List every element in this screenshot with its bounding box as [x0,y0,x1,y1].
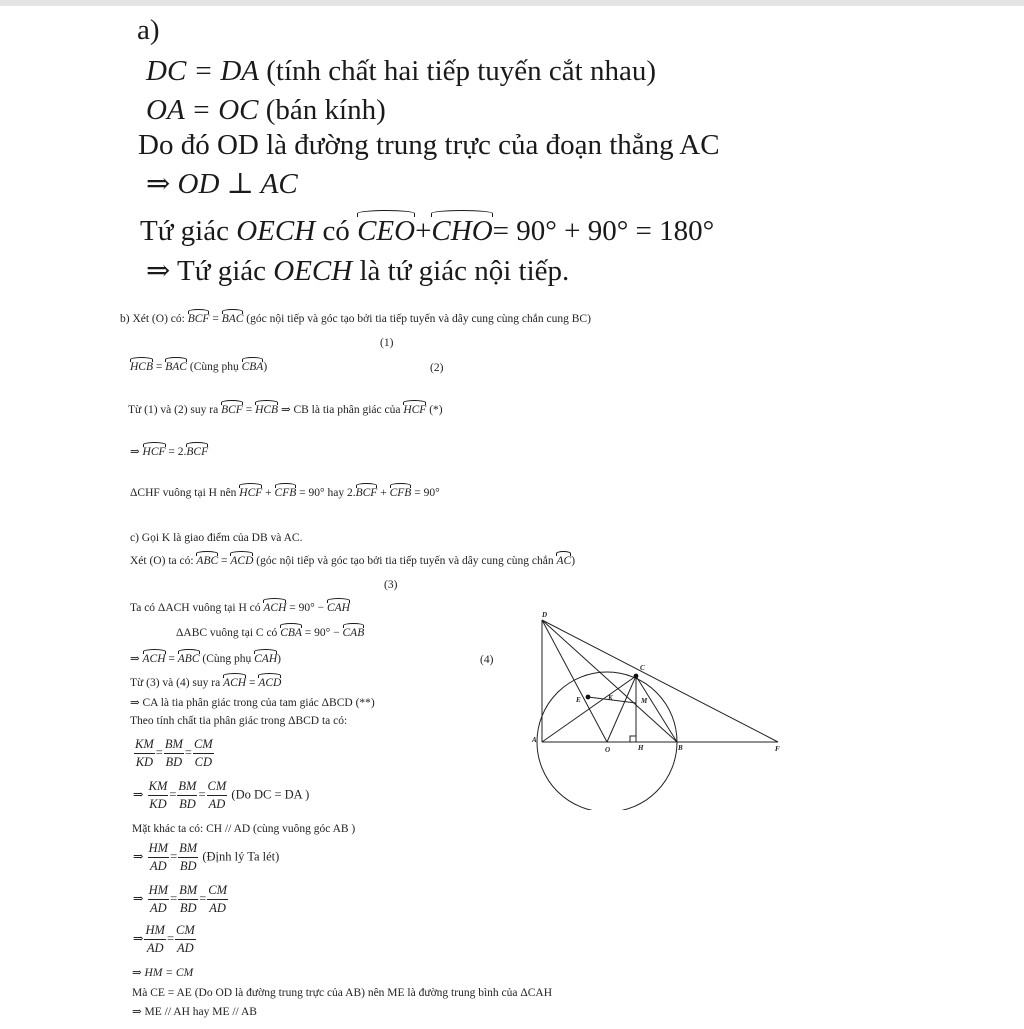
line-c4-mid: = 90° − [301,627,343,639]
line-a2 [146,96,386,125]
angle-cba: CBA [241,361,264,373]
line-c10: ⇒ HM = CM [132,967,194,979]
line-b2-eq: = [153,361,166,373]
angle-cho: CHO [431,215,493,247]
line-c6-eq: = [246,677,259,689]
line-cb [636,676,677,742]
line-c12: ⇒ ME // AH hay ME // AB [132,1006,257,1018]
line-b3-pre: Từ (1) và (2) suy ra [128,404,222,416]
e2-den-3: AD [208,796,226,811]
line-a1 [146,57,656,86]
line-b3 [128,405,443,417]
angle-acd-2: ACD [258,677,282,689]
line-c4 [176,628,364,640]
e2-den-1: KD [149,796,167,811]
line-c2-post: ) [571,555,576,567]
e4-num-1: HM [148,882,169,900]
label-c: C [640,664,645,672]
line-b5-post: = 90° [411,487,440,499]
line-c2-mid: (góc nội tiếp và góc tạo bởi tia tiếp tuyến và dây cung cùng chắn [253,555,557,567]
e3-num-1: HM [148,840,169,858]
line-a5-quad: OECH [236,215,316,247]
e2-post: (Do DC = DA ) [228,787,310,802]
angle-cah: CAH [326,602,350,614]
line-c5 [130,654,281,666]
line-a5-rest: = 90° + 90° = 180° [492,215,715,247]
e5-num-2: CM [175,922,196,940]
line-c4-pre: ΔABC vuông tại C có [176,627,281,639]
angle-ach: ACH [263,602,287,614]
angle-ceo: CEO [357,215,416,247]
line-a6-post: là tứ giác nội tiếp. [352,255,570,287]
line-b1-pre: b) Xét (O) có: [120,313,188,325]
label-e: E [576,696,581,704]
angle-cba-2: CBA [280,627,302,639]
line-c3-mid: = 90° − [286,602,327,614]
line-c2-eq: = [218,555,231,567]
e4-den-2: BD [179,900,197,915]
angle-cfb-2: CFB [389,487,412,499]
line-c8: Theo tính chất tia phân giác trong ΔBCD ta có: [130,715,348,727]
angle-hcf-2: HCF [142,446,166,458]
label-d: D [542,611,548,619]
tag-3: (3) [384,579,398,591]
line-b2 [130,362,267,374]
line-a3: Do đó OD là đường trung trực của đoạn thẳng AC [138,129,720,161]
e3-den-1: AD [150,858,167,873]
line-b4-pre: ⇒ [130,446,143,458]
angle-cfb: CFB [274,487,297,499]
angle-bac: BAC [221,313,244,325]
line-c3 [130,603,350,615]
line-a2-math: OA = OC [146,94,259,126]
tag-2: (2) [430,362,444,374]
label-k: K [608,694,613,702]
line-a6 [146,257,569,286]
line-a5 [140,217,714,246]
e3-pre: ⇒ [133,849,144,864]
line-a1-text: (tính chất hai tiếp tuyến cắt nhau) [259,55,657,87]
e2-pre: ⇒ [133,787,144,802]
part-a-label: a) [137,14,160,46]
e5-num-1: HM [144,922,165,940]
angle-bcf-4: BCF [355,487,378,499]
line-c3-pre: Ta có ΔACH vuông tại H có [130,602,264,614]
line-b4 [130,447,208,459]
arc-ac: AC [556,555,572,567]
label-f: F [775,745,780,753]
e4-den-1: AD [150,900,167,915]
line-a5-plus: + [415,215,432,247]
angle-ach-3: ACH [223,677,247,689]
tag-4: (4) [480,654,494,666]
angle-abc: ABC [196,555,219,567]
angle-bcf-2: BCF [221,404,243,416]
e1-den-3: CD [194,754,212,769]
top-border [0,0,1024,6]
label-o: O [605,746,611,754]
line-b2-mid: (Cùng phụ [186,361,242,373]
equation-4: ⇒ $\frac{HM}{AD}$ = $\frac{BM}{BD}$ = $\frac{CM}{AD}$ [133,883,227,915]
angle-cah-2: CAH [254,653,278,665]
line-c7: ⇒ CA là tia phân giác trong của tam giác ΔBCD (**) [130,697,375,709]
e3-post: (Định lý Ta lét) [199,849,280,864]
line-b1 [120,314,591,326]
label-a: A [532,736,537,744]
line-a6-pre: ⇒ Tứ giác [146,255,274,287]
e5-pre: ⇒ [133,931,144,946]
angle-bac-2: BAC [165,361,187,373]
right-angle-h [630,736,636,742]
line-c5-post: ) [277,653,281,665]
point-c [634,674,639,679]
line-b5-mid: = 90° hay 2. [296,487,356,499]
label-b: B [678,744,683,752]
e1-num-1: KM [134,736,155,754]
line-c5-mid: (Cùng phụ [199,653,255,665]
line-c5-eq: = [165,653,178,665]
line-c5-pre: ⇒ [130,653,143,665]
line-a4: ⇒ OD ⊥ AC [146,168,298,200]
angle-cab: CAB [342,627,365,639]
line-c9: Mặt khác ta có: CH // AD (cùng vuông góc AB ) [132,823,356,835]
line-do [542,620,607,742]
line-c11: Mà CE = AE (Do OD là đường trung trực của AB) nên ME là đường trung bình của ΔCAH [132,987,553,999]
tag-1: (1) [380,337,394,349]
line-b3-mid: ⇒ CB là tia phân giác của [278,404,404,416]
line-c1: c) Gọi K là giao điểm của DB và AC. [130,532,303,544]
line-c2-pre: Xét (O) ta có: [130,555,197,567]
e4-pre: ⇒ [133,891,144,906]
e2-num-3: CM [207,778,228,796]
line-b5-pre: ΔCHF vuông tại H nên [130,487,240,499]
e3-den-2: BD [179,858,197,873]
e3-num-2: BM [178,840,198,858]
equation-5: ⇒ $\frac{HM}{AD}$ = $\frac{CM}{AD}$ [133,923,195,955]
angle-hcf-3: HCF [239,487,263,499]
angle-ach-2: ACH [142,653,166,665]
line-df [542,620,778,742]
line-b4-mid: = 2. [165,446,187,458]
e4-num-2: BM [178,882,198,900]
angle-bcf-3: BCF [186,446,209,458]
line-b3-post: (*) [426,404,443,416]
e2-num-1: KM [148,778,169,796]
line-b5-plus: + [262,487,275,499]
angle-bcf: BCF [187,313,210,325]
line-b2-post: ) [263,361,268,373]
line-c6-pre: Từ (3) và (4) suy ra [130,677,224,689]
angle-abc-2: ABC [177,653,200,665]
e1-den-1: KD [135,754,154,769]
angle-hcb: HCB [130,361,153,373]
angle-hcb-2: HCB [255,404,279,416]
e1-num-3: CM [193,736,214,754]
line-b3-eq: = [242,404,256,416]
e5-den-1: AD [146,940,164,955]
line-a1-math: DC = DA [146,55,260,87]
line-b1-post: (góc nội tiếp và góc tạo bởi tia tiếp tuyến và dây cung cùng chắn cung BC) [243,313,591,325]
e2-den-2: BD [179,796,196,811]
geometry-figure [520,610,795,810]
equation-2: ⇒ $\frac{KM}{KD}$ = $\frac{BM}{BD}$ = $\frac{CM}{AD}$ (Do DC = DA ) [133,779,310,811]
angle-hcf: HCF [403,404,427,416]
line-b1-eq: = [209,313,222,325]
e1-den-2: BD [165,754,183,769]
e5-den-2: AD [177,940,194,955]
line-c6 [130,678,281,690]
line-b5-plus2: + [377,487,390,499]
line-db [542,620,677,742]
e2-num-2: BM [177,778,197,796]
e4-num-3: CM [207,882,228,900]
line-a5-pre: Tứ giác [140,215,237,247]
line-a5-mid: có [315,215,358,247]
equation-1: $\frac{KM}{KD}$ = $\frac{BM}{BD}$ = $\frac{CM}{CD}$ [135,737,213,769]
equation-3: ⇒ $\frac{HM}{AD}$ = $\frac{BM}{BD}$ (Định lý Ta lét) [133,841,280,873]
point-e [586,695,591,700]
label-m: M [641,697,648,705]
e1-num-2: BM [164,736,184,754]
line-a2-text: (bán kính) [258,94,386,126]
line-c2 [130,556,575,568]
angle-acd: ACD [230,555,254,567]
e4-den-3: AD [209,900,226,915]
label-h: H [638,744,644,752]
line-a6-quad: OECH [273,255,353,287]
line-b5 [130,488,440,500]
